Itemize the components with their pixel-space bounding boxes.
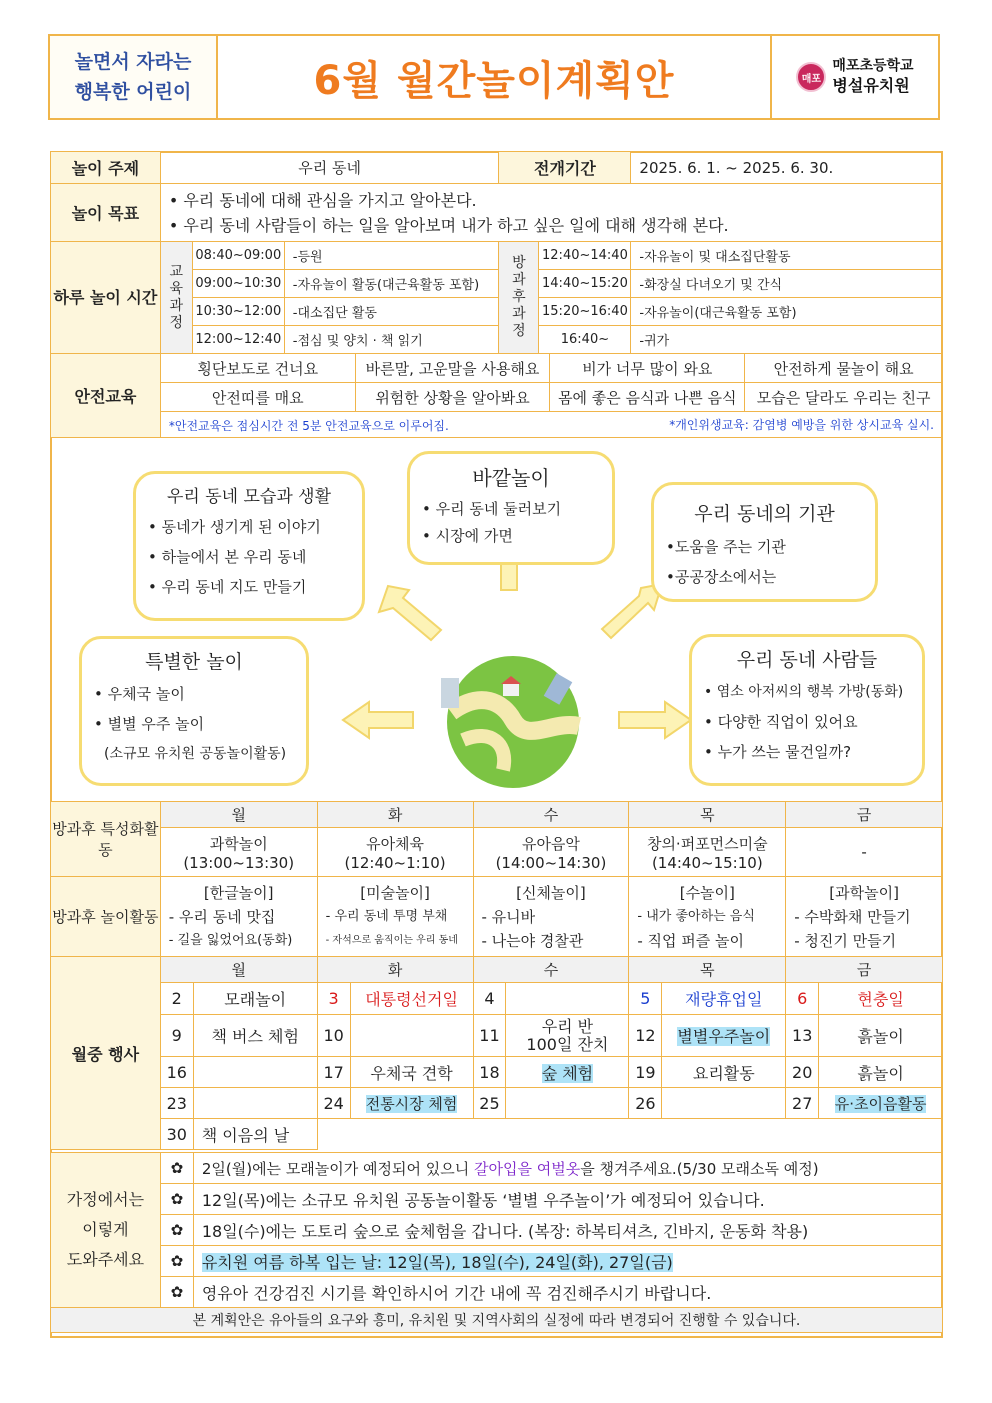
special-activity — [317, 828, 473, 877]
slogan — [50, 36, 218, 118]
day-event — [193, 1088, 317, 1119]
bubble-outdoor-play — [407, 451, 615, 565]
day-event — [350, 1088, 473, 1119]
topic-value: 우리 동네 — [160, 152, 499, 184]
day-event: 우체국 견학 — [350, 1057, 473, 1088]
day-event: 현충일 — [819, 983, 943, 1015]
daily-activity: -점심 및 양치 · 책 읽기 — [284, 326, 499, 354]
special-name: - — [861, 843, 867, 861]
play-activity — [160, 877, 317, 957]
day-number: 11 — [473, 1015, 506, 1057]
day-event: 책 버스 체험 — [193, 1015, 317, 1057]
afterschool-play-label: 방과후 놀이활동 — [51, 877, 161, 957]
school-seal-icon: 매포 — [796, 62, 826, 92]
play-activity — [473, 877, 629, 957]
header-banner — [48, 34, 940, 120]
day-event — [350, 1015, 473, 1057]
bubble-item: (소규모 유치원 공동놀이활동) — [104, 746, 287, 762]
page-title: 6월 월간놀이계획안 — [313, 57, 675, 104]
arrow-up-left — [379, 586, 441, 640]
safety-item: 안전띠를 매요 — [160, 383, 355, 412]
day-number: 18 — [473, 1057, 506, 1088]
day-event: 흙놀이 — [819, 1057, 943, 1088]
weekday-header: 월 — [160, 802, 317, 828]
safety-item: 위험한 상황을 알아봐요 — [355, 383, 550, 412]
home-note-highlight: 유치원 여름 하복 입는 날: 12일(목), 18일(수), 24일(화), 27일(금) — [201, 1252, 673, 1272]
day-event: 모래놀이 — [193, 983, 317, 1015]
special-name: 유아음악 — [521, 834, 580, 853]
play-activity — [786, 877, 943, 957]
bubble-item: • 우리 동네 둘러보기 — [422, 500, 562, 518]
play-line: - 나는야 경찰관 — [481, 931, 584, 950]
monthly-label: 월중 행사 — [51, 957, 161, 1150]
day-number: 13 — [786, 1015, 819, 1057]
home-label-line: 가정에서는 — [66, 1190, 145, 1209]
arrow-left — [343, 702, 413, 738]
weekday-header: 수 — [473, 957, 629, 983]
flower-icon: ✿ — [160, 1215, 193, 1246]
day-number: 26 — [629, 1088, 662, 1119]
safety-note-right: *개인위생교육: 감염병 예방을 위한 상시교육 실시. — [669, 417, 934, 432]
daily-time: 12:40~14:40 — [539, 242, 631, 270]
bubble-item: • 누가 쓰는 물건일까? — [704, 743, 852, 761]
play-title: [한글놀이] — [203, 883, 274, 902]
day-number: 10 — [317, 1015, 350, 1057]
afterschool-special-label: 방과후 특성화활동 — [51, 802, 161, 877]
day-number: 6 — [786, 983, 819, 1015]
home-note — [193, 1153, 942, 1184]
day-number: 3 — [317, 983, 350, 1015]
safety-table — [50, 353, 943, 438]
play-line: - 유니바 — [481, 907, 536, 926]
bubble-item: • 별별 우주 놀이 — [94, 715, 205, 733]
daily-time: 16:40~ — [539, 326, 631, 354]
daily-activity: -자유놀이 및 대소집단활동 — [631, 242, 943, 270]
day-event — [193, 1057, 317, 1088]
weekday-header: 목 — [629, 802, 786, 828]
play-line: - 자석으로 움직이는 우리 동네 — [325, 934, 458, 946]
bubble-title: 우리 동네 모습과 생활 — [166, 487, 331, 507]
afterschool-monthly-table — [50, 801, 943, 1150]
special-time: (14:00~14:30) — [495, 853, 607, 872]
safety-item: 모습은 달라도 우리는 친구 — [745, 383, 943, 412]
daily-activity: -등원 — [284, 242, 499, 270]
safety-item: 횡단보도로 건너요 — [160, 354, 355, 383]
daily-time: 15:20~16:40 — [539, 298, 631, 326]
special-activity — [786, 828, 943, 877]
special-activity — [160, 828, 317, 877]
home-note-text: 을 챙겨주세요.(5/30 모래소독 예정) — [580, 1159, 819, 1178]
special-name: 창의·퍼포먼스미술 — [646, 834, 768, 853]
goal-item: • 우리 동네 사람들이 하는 일을 알아보며 내가 하고 싶은 일에 대해 생각해 본다. — [168, 215, 729, 235]
daily-activity: -귀가 — [631, 326, 943, 354]
school-logo — [770, 36, 938, 118]
day-number: 4 — [473, 983, 506, 1015]
day-number: 9 — [160, 1015, 193, 1057]
day-number: 23 — [160, 1088, 193, 1119]
daily-activity: -자유놀이 활동(대근육활동 포함) — [284, 270, 499, 298]
school-name: 매포초등학교 — [832, 58, 914, 74]
home-note: 12일(목)에는 소규모 유치원 공동놀이활동 ‘별별 우주놀이’가 예정되어 있습니다. — [193, 1184, 942, 1215]
daily-time: 08:40~09:00 — [192, 242, 284, 270]
daily-activity: -자유놀이(대근육활동 포함) — [631, 298, 943, 326]
bubble-item: •공공장소에서는 — [666, 568, 777, 586]
bubble-item: • 우리 동네 지도 만들기 — [148, 578, 307, 596]
home-note: 18일(수)에는 도토리 숲으로 숲체험을 갑니다. (복장: 하복티셔츠, 긴바지, 운동화 착용) — [193, 1215, 942, 1246]
globe-icon — [441, 656, 579, 788]
kindergarten-name: 병설유치원 — [832, 76, 910, 95]
goal-list — [160, 184, 942, 242]
home-label — [51, 1153, 161, 1308]
day-number: 30 — [160, 1119, 193, 1150]
home-label-line: 이렇게 — [82, 1220, 129, 1239]
bubble-neighborhood-life — [133, 471, 365, 621]
home-note: 영유아 건강검진 시기를 확인하시어 기간 내에 꼭 검진해주시기 바랍니다. — [193, 1277, 942, 1308]
goal-label: 놀이 목표 — [51, 184, 161, 242]
special-time: (12:40~1:10) — [344, 853, 446, 872]
day-event: 대통령선거일 — [350, 983, 473, 1015]
topic-label: 놀이 주제 — [51, 152, 161, 184]
footer-notice: 본 계획안은 유아들의 요구와 흥미, 유치원 및 지역사회의 실정에 따라 변경되어 진행할 수 있습니다. — [51, 1308, 943, 1333]
play-line: - 우리 동네 투명 부채 — [325, 908, 448, 924]
day-number: 12 — [629, 1015, 662, 1057]
day-event: 요리활동 — [662, 1057, 786, 1088]
day-number: 5 — [629, 983, 662, 1015]
play-line: - 청진기 만들기 — [794, 931, 897, 950]
day-event-text: 전통시장 체험 — [365, 1094, 458, 1113]
safety-item: 몸에 좋은 음식과 나쁜 음식 — [550, 383, 745, 412]
play-line: - 내가 좋아하는 음식 — [637, 908, 755, 924]
play-title: [미술놀이] — [360, 883, 430, 902]
flower-icon: ✿ — [160, 1184, 193, 1215]
bubble-title: 바깥놀이 — [472, 466, 550, 490]
home-notes-table — [50, 1152, 943, 1333]
day-event — [662, 1015, 786, 1057]
day-number: 19 — [629, 1057, 662, 1088]
afterschool-group: 방과후과정 — [499, 242, 539, 354]
day-number: 17 — [317, 1057, 350, 1088]
bubble-title: 특별한 놀이 — [145, 651, 243, 673]
daily-label: 하루 놀이 시간 — [51, 242, 161, 354]
safety-item: 안전하게 물놀이 해요 — [745, 354, 943, 383]
weekday-header: 수 — [473, 802, 629, 828]
bubble-title: 우리 동네의 기관 — [694, 503, 835, 525]
period-label: 전개기간 — [499, 152, 631, 184]
bubble-item: • 시장에 가면 — [422, 527, 513, 545]
home-note-highlight: 갈아입을 여벌옷 — [474, 1159, 581, 1178]
day-event-text: 별별우주놀이 — [677, 1027, 771, 1046]
bubble-item: • 우체국 놀이 — [94, 685, 185, 703]
safety-label: 안전교육 — [51, 354, 161, 438]
weekday-header: 월 — [160, 957, 317, 983]
daily-time: 14:40~15:20 — [539, 270, 631, 298]
play-activity — [629, 877, 786, 957]
day-event — [506, 1057, 629, 1088]
special-activity — [473, 828, 629, 877]
day-event: 흙놀이 — [819, 1015, 943, 1057]
special-activity — [629, 828, 786, 877]
daily-activity: -대소집단 활동 — [284, 298, 499, 326]
daily-time: 10:30~12:00 — [192, 298, 284, 326]
flower-icon: ✿ — [160, 1153, 193, 1184]
goal-item: • 우리 동네에 대해 관심을 가지고 알아본다. — [168, 190, 477, 210]
special-time: (13:00~13:30) — [183, 853, 295, 872]
bubble-item: •도움을 주는 기관 — [666, 538, 786, 556]
day-number: 2 — [160, 983, 193, 1015]
weekday-header: 화 — [317, 957, 473, 983]
slogan-line1: 놀면서 자라는 — [74, 51, 192, 73]
bubble-institutions — [651, 482, 878, 602]
weekday-header: 목 — [629, 957, 786, 983]
day-number: 20 — [786, 1057, 819, 1088]
day-event-text: 숲 체험 — [541, 1063, 594, 1083]
play-line: - 우리 동네 맛집 — [168, 907, 276, 926]
weekday-header: 금 — [786, 802, 943, 828]
bubble-title: 우리 동네 사람들 — [736, 649, 878, 671]
curriculum-group: 교육과정 — [160, 242, 192, 354]
safety-item: 바른말, 고운말을 사용해요 — [355, 354, 550, 383]
flower-icon: ✿ — [160, 1277, 193, 1308]
play-title: [신체놀이] — [516, 883, 586, 902]
home-note — [193, 1246, 942, 1277]
day-number: 27 — [786, 1088, 819, 1119]
play-line: - 직업 퍼즐 놀이 — [637, 931, 745, 950]
play-title: [수놀이] — [679, 883, 735, 902]
special-name: 과학놀이 — [209, 834, 268, 853]
home-label-line: 도와주세요 — [66, 1250, 145, 1269]
safety-note-left: *안전교육은 점심시간 전 5분 안전교육으로 이루어짐. — [168, 418, 449, 433]
day-event — [662, 1088, 786, 1119]
day-event — [506, 983, 629, 1015]
bubble-item: • 동네가 생기게 된 이야기 — [148, 518, 321, 536]
day-number: 16 — [160, 1057, 193, 1088]
day-event-text: 유·초이음활동 — [834, 1094, 927, 1113]
day-event — [506, 1088, 629, 1119]
day-number: 25 — [473, 1088, 506, 1119]
bubble-neighborhood-people — [689, 634, 925, 786]
day-event: 재량휴업일 — [662, 983, 786, 1015]
day-event — [819, 1088, 943, 1119]
weekday-header: 화 — [317, 802, 473, 828]
play-activity — [317, 877, 473, 957]
day-event: 우리 반 100일 잔치 — [506, 1015, 629, 1057]
plan-overview-table — [50, 151, 943, 354]
flower-icon: ✿ — [160, 1246, 193, 1277]
daily-time: 09:00~10:30 — [192, 270, 284, 298]
daily-activity: -화장실 다녀오기 및 간식 — [631, 270, 943, 298]
play-line: - 수박화채 만들기 — [794, 907, 911, 926]
play-line: - 길을 잃었어요(동화) — [168, 932, 293, 948]
weekday-header: 금 — [786, 957, 943, 983]
special-time: (14:40~15:10) — [651, 853, 763, 872]
home-note-text: 2일(월)에는 모래놀이가 예정되어 있으니 — [201, 1159, 475, 1178]
day-number: 24 — [317, 1088, 350, 1119]
bubble-special-play — [79, 636, 309, 786]
safety-item: 비가 너무 많이 와요 — [550, 354, 745, 383]
bubble-item: • 하늘에서 본 우리 동네 — [148, 548, 307, 566]
bubble-item: • 다양한 직업이 있어요 — [704, 713, 858, 731]
play-title: [과학놀이] — [829, 883, 899, 902]
slogan-line2: 행복한 어린이 — [74, 81, 192, 103]
bubble-item: • 염소 아저씨의 행복 가방(동화) — [704, 684, 904, 700]
daily-time: 12:00~12:40 — [192, 326, 284, 354]
arrow-up-right — [602, 584, 662, 638]
period-value: 2025. 6. 1. ~ 2025. 6. 30. — [631, 152, 943, 184]
arrow-right — [619, 702, 691, 738]
special-name: 유아체육 — [366, 834, 425, 853]
day-event: 책 이음의 날 — [193, 1119, 317, 1150]
